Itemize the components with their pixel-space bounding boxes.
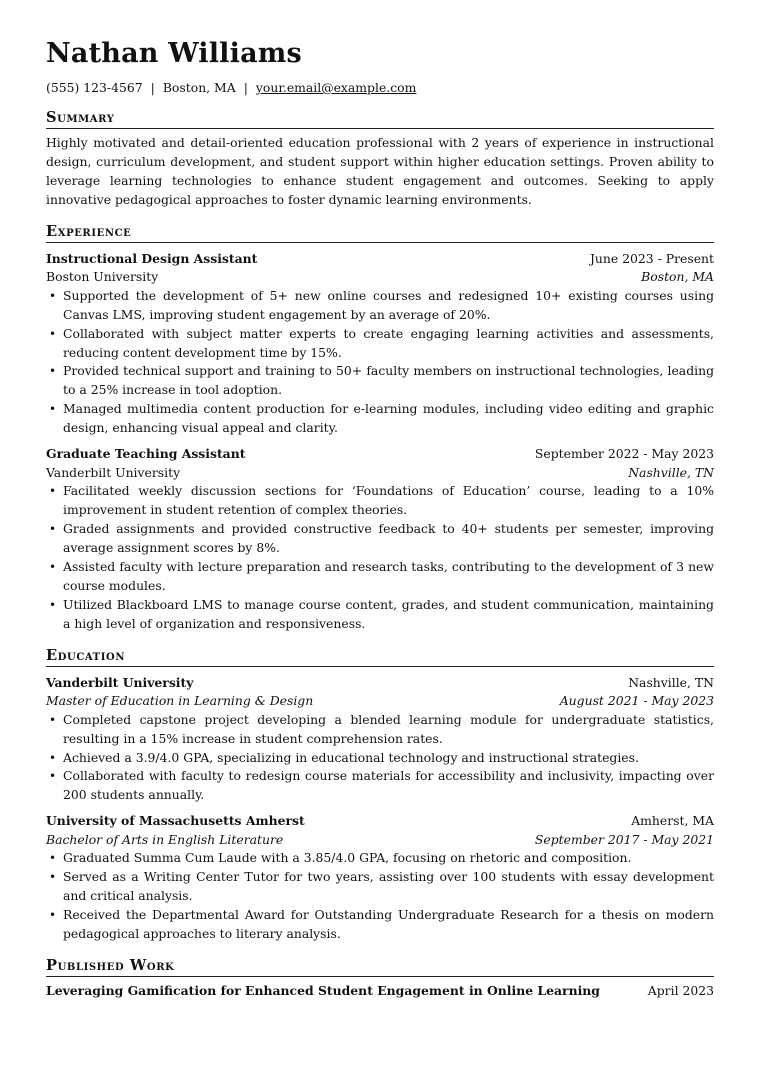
- bullet-text: Received the Departmental Award for Outstanding Undergraduate Research for a thesis on modern pedagogical approaches to literary analysis.: [63, 907, 714, 942]
- bullet-text: Utilized Blackboard LMS to manage course content, grades, and student communication, maintaining a high level of organization and responsiveness.: [63, 596, 714, 631]
- bullet-text: Served as a Writing Center Tutor for two years, assisting over 100 students with essay development and critical analysis.: [63, 869, 714, 904]
- bullet-item: [46, 767, 714, 805]
- bullet-text: Supported the development of 5+ new online courses and redesigned 10+ existing courses using Canvas LMS, improving student engagement by an average of 20%.: [63, 287, 714, 322]
- experience-entry: [46, 250, 714, 438]
- summary-section: [46, 109, 714, 210]
- bullet-text: Provided technical support and training to 50+ faculty members on instructional technologies, leading to a 25% increase in tool adoption.: [63, 363, 714, 398]
- job-location: Boston, MA: [641, 269, 714, 285]
- bullet-item: [46, 849, 714, 868]
- bullet-text: Completed capstone project developing a blended learning module for undergraduate statistics, resulting in a 15% increase in student comprehension rates.: [63, 711, 714, 746]
- bullet-text: Graded assignments and provided constructive feedback to 40+ students per semester, improving average assignment scores by 8%.: [63, 521, 714, 555]
- job-dates: June 2023 - Present: [589, 250, 714, 266]
- bullet-item: [46, 558, 714, 596]
- entry-subheader-row: [46, 268, 714, 287]
- bullet-icon: •: [49, 522, 57, 537]
- email-link[interactable]: your.email@example.com: [255, 80, 417, 95]
- entry-header-row: [46, 250, 714, 269]
- bullet-list: [46, 711, 714, 806]
- bullet-icon: •: [49, 597, 57, 612]
- separator: |: [150, 80, 155, 95]
- section-title-published-work: Published Work: [46, 957, 714, 977]
- degree: Bachelor of Arts in English Literature: [46, 831, 284, 847]
- bullet-item: [46, 711, 714, 749]
- experience-entry: [46, 445, 714, 633]
- education-entry: [46, 812, 714, 944]
- bullet-item: [46, 400, 714, 438]
- bullet-text: Collaborated with subject matter experts to create engaging learning activities and assessments, reducing content development time by 15%.: [63, 325, 714, 360]
- entry-subheader-row: [46, 831, 714, 850]
- bullet-text: Managed multimedia content production for e-learning modules, including video editing and graphic design, enhancing visual appeal and clarity.: [63, 401, 714, 436]
- bullet-icon: •: [49, 326, 57, 341]
- school-name: University of Massachusetts Amherst: [46, 813, 305, 829]
- section-title-education: Education: [46, 647, 714, 667]
- bullet-item: [46, 868, 714, 906]
- bullet-text: Collaborated with faculty to redesign course materials for accessibility and inclusivity, impacting over 200 students annually.: [63, 768, 714, 803]
- bullet-text: Achieved a 3.9/4.0 GPA, specializing in educational technology and instructional strategies.: [63, 749, 639, 765]
- bullet-list: [46, 849, 714, 944]
- job-title: Instructional Design Assistant: [46, 250, 258, 266]
- school-location: Nashville, TN: [628, 674, 714, 690]
- education-dates: August 2021 - May 2023: [559, 693, 714, 709]
- bullet-item: [46, 749, 714, 768]
- entry-header-row: [46, 812, 714, 831]
- entry-header-row: [46, 674, 714, 693]
- degree: Master of Education in Learning & Design: [46, 693, 314, 709]
- bullet-icon: •: [49, 750, 57, 765]
- bullet-list: [46, 482, 714, 633]
- bullet-icon: •: [49, 402, 57, 417]
- bullet-icon: •: [49, 288, 57, 303]
- bullet-icon: •: [49, 870, 57, 885]
- bullet-icon: •: [49, 908, 57, 923]
- bullet-list: [46, 287, 714, 438]
- location: Boston, MA: [162, 80, 236, 95]
- bullet-text: Facilitated weekly discussion sections for ‘Foundations of Education’ course, leading to a 10% improvement in student retention of complex theories.: [63, 483, 714, 518]
- entry-subheader-row: [46, 692, 714, 711]
- candidate-name: Nathan Williams: [46, 38, 302, 69]
- bullet-icon: •: [49, 712, 57, 727]
- contact-line: [46, 80, 714, 96]
- bullet-icon: •: [49, 559, 57, 574]
- bullet-text: Graduated Summa Cum Laude with a 3.85/4.0 GPA, focusing on rhetoric and composition.: [63, 850, 632, 866]
- bullet-item: [46, 287, 714, 325]
- bullet-item: [46, 325, 714, 363]
- section-title-experience: Experience: [46, 223, 714, 243]
- bullet-text: Assisted faculty with lecture preparation and research tasks, contributing to the development of 3 new course modules.: [63, 558, 714, 593]
- job-title: Graduate Teaching Assistant: [46, 446, 246, 462]
- employer: Vanderbilt University: [46, 464, 181, 480]
- education-section: [46, 647, 714, 944]
- bullet-icon: •: [49, 484, 57, 499]
- entry-subheader-row: [46, 464, 714, 483]
- bullet-item: [46, 596, 714, 634]
- section-title-summary: Summary: [46, 109, 714, 129]
- bullet-icon: •: [49, 769, 57, 784]
- bullet-icon: •: [49, 851, 57, 866]
- bullet-item: [46, 482, 714, 520]
- phone-number: (555) 123-4567: [46, 80, 143, 95]
- entry-header-row: [46, 445, 714, 464]
- publication-row: [46, 982, 714, 1001]
- school-location: Amherst, MA: [631, 813, 714, 829]
- employer: Boston University: [46, 269, 159, 285]
- separator: |: [243, 80, 248, 95]
- published-work-section: [46, 957, 714, 1001]
- bullet-item: [46, 362, 714, 400]
- publication-date: April 2023: [647, 982, 714, 998]
- bullet-item: [46, 520, 714, 558]
- summary-text: Highly motivated and detail-oriented education professional with 2 years of experience in instructional design, curriculum development, and student support within higher education settings. Proven ability to leverage learning technologies to enhance student engagement and outcomes. Seeking to apply innovative pedagogical approaches to foster dynamic learning environments.: [46, 135, 714, 207]
- bullet-item: [46, 906, 714, 944]
- school-name: Vanderbilt University: [46, 674, 194, 690]
- education-dates: September 2017 - May 2021: [534, 831, 714, 847]
- job-location: Nashville, TN: [628, 464, 714, 480]
- publication-title: Leveraging Gamification for Enhanced Student Engagement in Online Learning: [46, 982, 600, 998]
- bullet-icon: •: [49, 364, 57, 379]
- experience-section: [46, 223, 714, 634]
- education-entry: [46, 674, 714, 806]
- job-dates: September 2022 - May 2023: [534, 446, 714, 462]
- resume-header: [46, 38, 714, 96]
